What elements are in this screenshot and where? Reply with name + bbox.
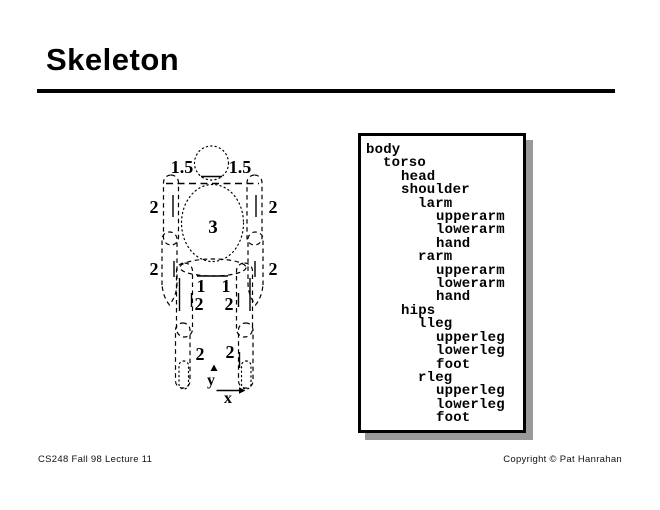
label-head-right: 1.5 [228, 157, 252, 177]
hierarchy-line: hips [401, 302, 436, 319]
hierarchy-line: rarm [418, 249, 453, 266]
hierarchy-line: foot [436, 410, 471, 427]
hierarchy-line: lowerarm [436, 222, 505, 239]
hierarchy-lines [366, 144, 523, 426]
hierarchy-panel [358, 133, 526, 433]
label-right-lowerarm: 2 [268, 259, 278, 279]
hierarchy-line: larm [418, 195, 453, 212]
hierarchy-line: torso [383, 155, 427, 172]
skeleton-figure-svg [140, 135, 290, 415]
label-left-lowerleg: 2 [195, 344, 205, 364]
hierarchy-line: body [366, 142, 401, 158]
label-right-upperarm: 2 [268, 197, 278, 217]
hierarchy-line: hand [436, 289, 471, 306]
head-outline [195, 146, 229, 180]
label-left-upperarm: 2 [149, 197, 159, 217]
label-right-lowerleg: 2 [225, 342, 235, 362]
footer-copyright: Copyright © Pat Hanrahan [503, 454, 622, 465]
label-right-upperleg: 2 [224, 294, 234, 314]
hierarchy-line: rleg [418, 369, 453, 386]
label-right-hip: 1 [221, 276, 231, 296]
hierarchy-line: upperleg [436, 329, 505, 346]
y-axis-arrow-icon [211, 365, 218, 372]
hierarchy-line: lowerleg [436, 396, 505, 413]
right-foot-outline [242, 361, 252, 389]
hierarchy-line: upperarm [436, 209, 505, 226]
hierarchy-line: lowerleg [436, 343, 505, 360]
left-upperarm-outline [164, 175, 179, 245]
page-title: Skeleton [46, 42, 180, 77]
skeleton-figure [140, 135, 290, 415]
right-lowerleg-outline [239, 323, 254, 388]
left-foot-outline [179, 361, 189, 389]
label-head-left: 1.5 [170, 157, 194, 177]
label-left-hip: 1 [196, 276, 206, 296]
hierarchy-line: lowerarm [436, 276, 505, 293]
footer-course-label: CS248 Fall 98 Lecture 11 [38, 454, 153, 465]
label-torso: 3 [208, 217, 218, 238]
label-y-axis: y [207, 372, 215, 389]
left-lowerarm-hand-outline [162, 232, 177, 305]
label-left-upperleg: 2 [194, 294, 204, 314]
label-left-lowerarm: 2 [149, 259, 159, 279]
hierarchy-line: head [401, 168, 436, 185]
hierarchy-line: upperarm [436, 262, 505, 279]
hierarchy-line: hand [436, 235, 471, 252]
hierarchy-line: lleg [418, 316, 453, 333]
label-x-axis: x [224, 390, 232, 407]
hierarchy-line: shoulder [401, 182, 470, 199]
hierarchy-line: foot [436, 356, 471, 373]
title-rule [37, 89, 615, 93]
hierarchy-line: upperleg [436, 383, 505, 400]
